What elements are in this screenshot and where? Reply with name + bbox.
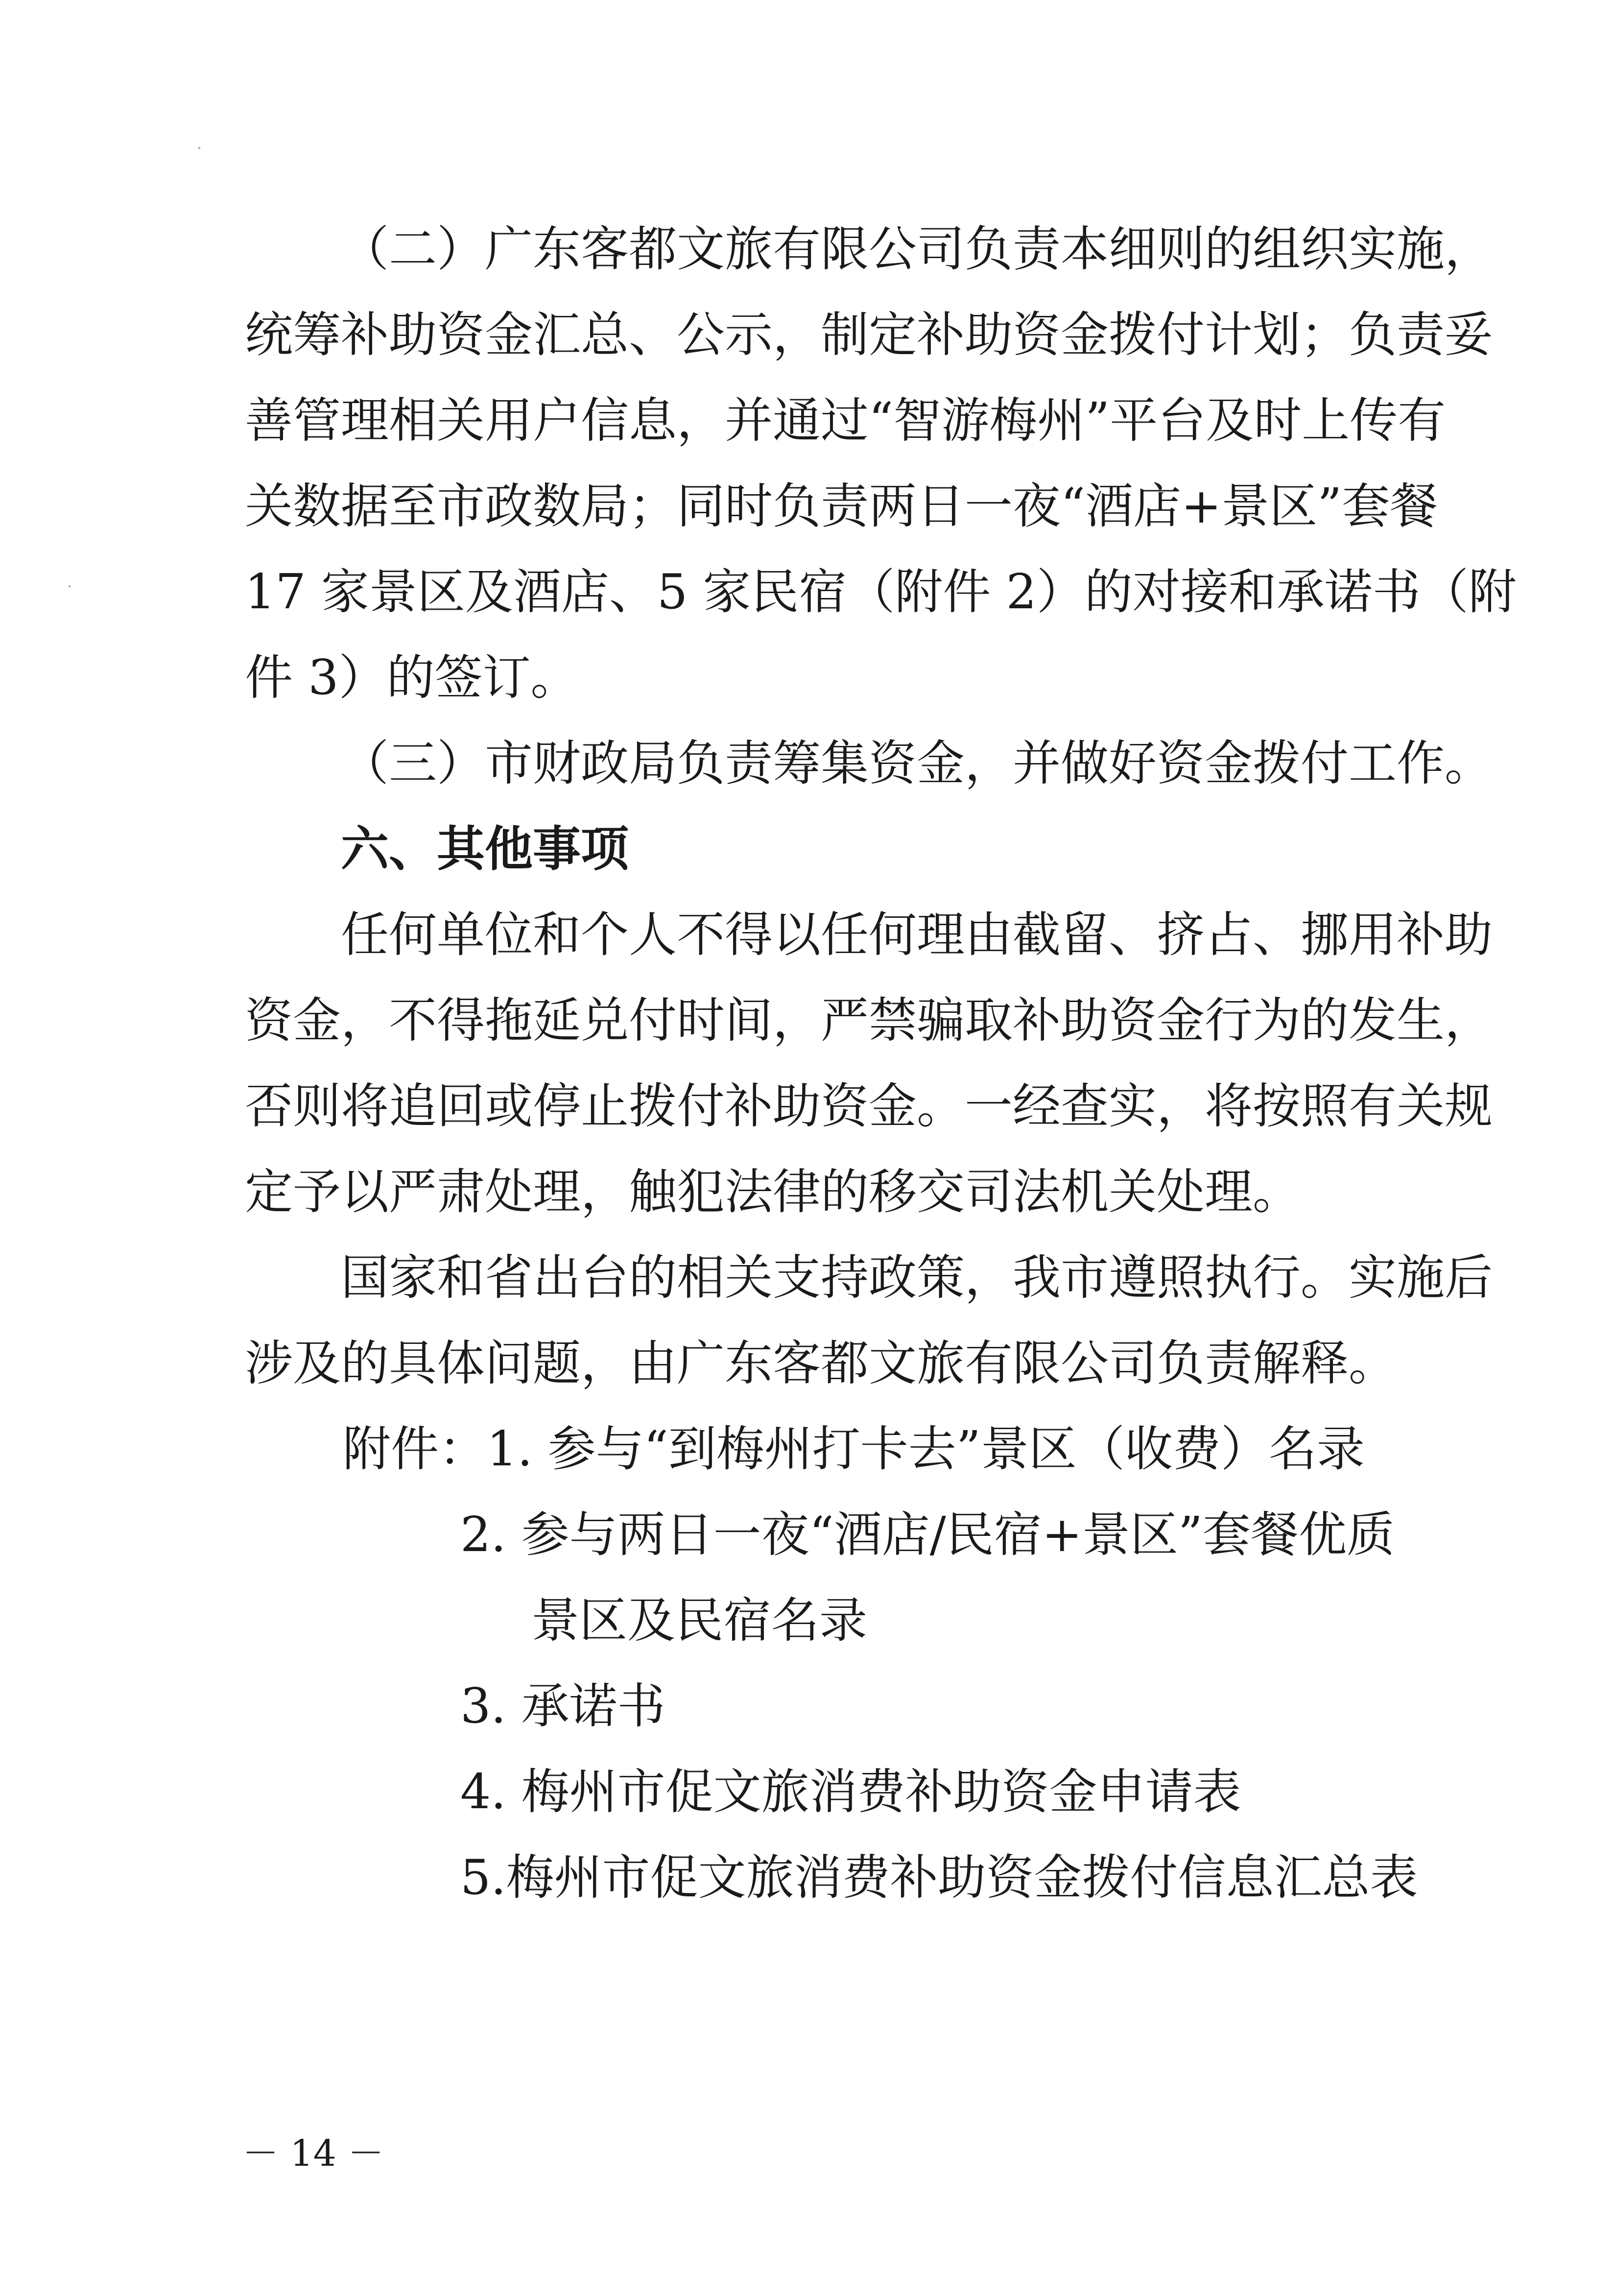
paragraph-1-line-2: 资金，不得拖延兑付时间，严禁骗取补助资金行为的发生， bbox=[245, 993, 1493, 1049]
paragraph-1-line-1: 任何单位和个人不得以任何理由截留、挤占、挪用补助 bbox=[341, 907, 1493, 963]
attachment-item-4: 4. 梅州市促文旅消费补助资金申请表 bbox=[460, 1764, 1241, 1820]
attachment-item-2: 2. 参与两日一夜“酒店/民宿+景区”套餐优质 bbox=[460, 1507, 1395, 1563]
section-2-line-4: 关数据至市政数局；同时负责两日一夜“酒店+景区”套餐 bbox=[245, 478, 1438, 534]
paragraph-2-line-1: 国家和省出台的相关支持政策，我市遵照执行。实施后 bbox=[341, 1250, 1493, 1306]
paragraph-2-line-2: 涉及的具体问题，由广东客都文旅有限公司负责解释。 bbox=[245, 1336, 1397, 1391]
section-2-line-5: 17 家景区及酒店、5 家民宿（附件 2）的对接和承诺书（附 bbox=[245, 564, 1517, 620]
section-3-line-1: （三）市财政局负责筹集资金，并做好资金拨付工作。 bbox=[341, 736, 1493, 791]
section-2-line-2: 统筹补助资金汇总、公示，制定补助资金拨付计划；负责妥 bbox=[245, 307, 1493, 363]
scan-speck bbox=[198, 147, 200, 149]
page-number: － 14 － bbox=[242, 2132, 384, 2175]
section-2-line-3: 善管理相关用户信息，并通过“智游梅州”平台及时上传有 bbox=[245, 393, 1446, 449]
section-heading-6: 六、其他事项 bbox=[341, 821, 629, 877]
attachment-item-1: 附件：1. 参与“到梅州打卡去”景区（收费）名录 bbox=[343, 1421, 1365, 1477]
section-2-line-1: （二）广东客都文旅有限公司负责本细则的组织实施， bbox=[341, 221, 1493, 277]
section-2-line-6: 件 3）的签订。 bbox=[245, 650, 579, 706]
scan-speck bbox=[69, 585, 71, 587]
paragraph-1-line-3: 否则将追回或停止拨付补助资金。一经查实，将按照有关规 bbox=[245, 1078, 1493, 1134]
attachment-item-3: 3. 承诺书 bbox=[460, 1678, 665, 1734]
paragraph-1-line-4: 定予以严肃处理，触犯法律的移交司法机关处理。 bbox=[245, 1164, 1301, 1220]
attachment-item-2-continued: 景区及民宿名录 bbox=[531, 1593, 868, 1649]
attachment-item-5: 5.梅州市促文旅消费补助资金拨付信息汇总表 bbox=[460, 1850, 1418, 1906]
